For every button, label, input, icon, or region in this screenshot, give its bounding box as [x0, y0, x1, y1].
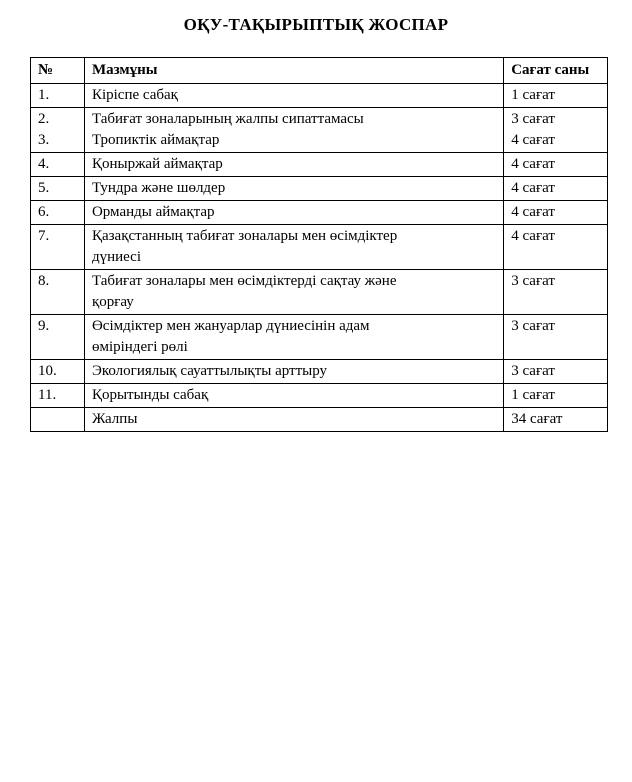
hours-cell: [504, 153, 608, 177]
content-cell: [84, 270, 503, 315]
content-cell: [84, 360, 503, 384]
hours-cell: [504, 270, 608, 315]
header-number: №: [31, 58, 85, 84]
row-number-cell: [31, 315, 85, 360]
page-title: ОҚУ-ТАҚЫРЫПТЫҚ ЖОСПАР: [183, 15, 449, 34]
table-row: [31, 177, 608, 201]
cell-line: 4 сағат: [511, 180, 555, 196]
cell-line: Жалпы: [91, 411, 138, 427]
table-row: [31, 408, 608, 432]
table-row: [31, 108, 608, 153]
cell-line: 9.: [38, 318, 50, 334]
cell-line: Экологиялық сауаттылықты арттыру: [91, 363, 328, 379]
cell-line: Қоныржай аймақтар: [91, 156, 223, 172]
cell-line: 3 сағат: [511, 273, 555, 289]
cell-line: 1 сағат: [511, 387, 555, 403]
row-number-cell: [31, 384, 85, 408]
row-number-cell: [31, 84, 85, 108]
cell-line: 4 сағат: [511, 204, 555, 220]
hours-cell: [504, 384, 608, 408]
hours-cell: [504, 315, 608, 360]
content-cell: [84, 315, 503, 360]
cell-line: 3 сағат: [511, 318, 555, 334]
row-number-cell: [31, 108, 85, 153]
row-number-cell: [31, 177, 85, 201]
cell-line: өміріндегі рөлі: [91, 339, 188, 355]
plan-table: [30, 57, 608, 432]
content-cell: [84, 84, 503, 108]
cell-line: 3.: [38, 132, 50, 148]
cell-line: 1 сағат: [511, 87, 555, 103]
header-hours: Сағат саны: [504, 58, 608, 84]
table-row: [31, 360, 608, 384]
hours-cell: [504, 225, 608, 270]
cell-line: 34 сағат: [511, 411, 563, 427]
content-cell: [84, 177, 503, 201]
cell-line: Тропиктік аймақтар: [91, 132, 220, 148]
cell-line: 1.: [38, 87, 50, 103]
cell-line: қорғау: [91, 294, 134, 310]
cell-line: [38, 409, 79, 430]
hours-cell: [504, 360, 608, 384]
cell-line: 2.: [38, 111, 50, 127]
hours-cell: [504, 84, 608, 108]
content-cell: [84, 201, 503, 225]
cell-line: 8.: [38, 273, 50, 289]
row-number-cell: [31, 360, 85, 384]
cell-line: 3 сағат: [511, 363, 555, 379]
content-cell: [84, 408, 503, 432]
cell-line: 4 сағат: [511, 228, 555, 244]
content-cell: [84, 384, 503, 408]
row-number-cell: [31, 225, 85, 270]
cell-line: дүниесі: [91, 249, 141, 265]
content-cell: [84, 108, 503, 153]
content-cell: [84, 225, 503, 270]
row-number-cell: [31, 153, 85, 177]
cell-line: Кіріспе сабақ: [91, 87, 178, 103]
table-header-row: [31, 58, 608, 84]
table-row: [31, 225, 608, 270]
table-row: [31, 84, 608, 108]
cell-line: 5.: [38, 180, 50, 196]
table-row: [31, 201, 608, 225]
table-row: [31, 315, 608, 360]
cell-line: 11.: [38, 387, 57, 403]
table-row: [31, 384, 608, 408]
row-number-cell: [31, 408, 85, 432]
table-row: [31, 153, 608, 177]
cell-line: 6.: [38, 204, 50, 220]
row-number-cell: [31, 201, 85, 225]
hours-cell: [504, 177, 608, 201]
cell-line: Табиғат зоналарының жалпы сипаттамасы: [91, 111, 364, 127]
row-number-cell: [31, 270, 85, 315]
cell-line: Тундра және шөлдер: [91, 180, 226, 196]
cell-line: 4.: [38, 156, 50, 172]
cell-line: Өсімдіктер мен жануарлар дүниесінін адам: [91, 318, 370, 334]
content-cell: [84, 153, 503, 177]
cell-line: Орманды аймақтар: [91, 204, 215, 220]
hours-cell: [504, 408, 608, 432]
hours-cell: [504, 108, 608, 153]
cell-line: 4 сағат: [511, 156, 555, 172]
cell-line: Қазақстанның табиғат зоналары мен өсімдіктер: [91, 228, 398, 244]
cell-line: 7.: [38, 228, 50, 244]
table-row: [31, 270, 608, 315]
cell-line: Табиғат зоналары мен өсімдіктерді сақтау және: [91, 273, 397, 289]
cell-line: Қорытынды сабақ: [91, 387, 209, 403]
cell-line: 4 сағат: [511, 132, 555, 148]
cell-line: 10.: [38, 363, 57, 379]
header-content: Мазмұны: [84, 58, 503, 84]
plan-table-body: [31, 84, 608, 432]
cell-line: 3 сағат: [511, 111, 555, 127]
hours-cell: [504, 201, 608, 225]
